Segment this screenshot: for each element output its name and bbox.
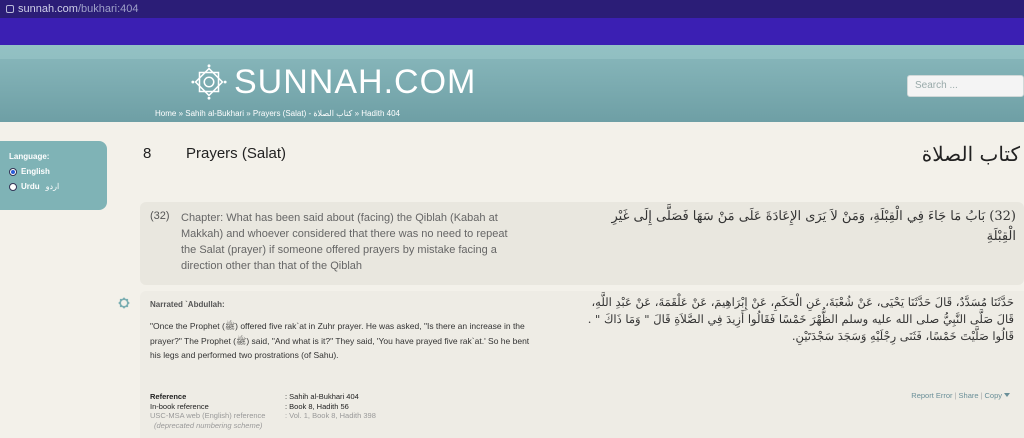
language-title: Language: — [9, 152, 50, 161]
breadcrumb-book[interactable]: Prayers (Salat) - كتاب الصلاة — [252, 109, 353, 118]
breadcrumb-separator: » — [246, 109, 251, 118]
reference-key: In-book reference — [150, 401, 209, 411]
reference-row — [150, 392, 376, 402]
book-title-arabic: كتاب الصلاة — [921, 142, 1020, 166]
language-option-urdu[interactable] — [9, 182, 107, 191]
book-number: 8 — [143, 145, 152, 162]
address-bar[interactable] — [0, 0, 1024, 18]
url-path: /bukhari:404 — [77, 3, 139, 15]
hadith-box — [140, 291, 1024, 438]
deprecated-note: (deprecated numbering scheme) — [154, 420, 263, 430]
breadcrumb-hadith: Hadith 404 — [361, 109, 400, 118]
search-input[interactable]: Search ... — [907, 75, 1024, 97]
copy-link[interactable]: Copy — [984, 391, 1002, 400]
header-strip — [0, 45, 1024, 59]
hadith-narrator: Narrated `Abdullah: — [150, 300, 225, 309]
hadith-text-arabic: حَدَّثَنَا مُسَدَّدٌ، قَالَ حَدَّثَنَا يَحْيَى، عَنْ شُعْبَةَ، عَنِ الْحَكَمِ، عَنْ إِبْرَاهِيمَ، عَنْ عَلْقَمَةَ، عَنْ عَبْدِ اللَّهِ، قَالَ صَلَّى النَّبِيُّ صلى الله عليه وسلم الظُّهْرَ خَمْسًا فَقَالُوا أَزِيدَ فِي الصَّلاَةِ قَالَ " وَمَا ذَاكَ " . قَالُوا صَلَّيْتَ خَمْسًا، فَثَنَى رِجْلَيْهِ وَسَجَدَ سَجْدَتَيْنِ. — [587, 295, 1014, 343]
site-header — [0, 45, 1024, 122]
reference-value: : Vol. 1, Book 8, Hadith 398 — [285, 411, 376, 420]
radio-urdu[interactable] — [9, 183, 17, 191]
reference-value: : Sahih al-Bukhari 404 — [285, 392, 359, 401]
reference-table — [150, 392, 376, 430]
reference-row — [150, 402, 376, 412]
language-label-urdu-native: اردو — [45, 182, 60, 191]
chapter-title-english: Chapter: What has been said about (facing) the Qiblah (Kabah at Makkah) and whoever considered that there was no need to repeat the Salat (prayer) if someone offered prayers by mistake facing a direction other than that of the Qiblah — [181, 212, 508, 272]
chevron-down-icon[interactable] — [1004, 393, 1010, 397]
reference-value: : Book 8, Hadith 56 — [285, 401, 349, 411]
report-error-link[interactable]: Report Error — [911, 391, 953, 400]
site-logo[interactable] — [190, 62, 476, 102]
logo-ornament-icon — [190, 63, 228, 101]
chapter-box — [140, 202, 1024, 285]
language-label-english: English — [21, 167, 50, 176]
breadcrumb — [155, 109, 400, 118]
logo-text: SUNNAH.COM — [234, 62, 477, 101]
language-label-urdu: Urdu — [21, 182, 40, 191]
radio-english[interactable] — [9, 168, 17, 176]
chapter-title-arabic: (32) بَابُ مَا جَاءَ فِي الْقِبْلَةِ، وَمَنْ لاَ يَرَى الإِعَادَةَ عَلَى مَنْ سَهَا فَصَلَّى إِلَى غَيْرِ الْقِبْلَةِ — [611, 209, 1016, 244]
browser-toolbar — [0, 18, 1024, 45]
breadcrumb-home[interactable]: Home — [155, 109, 177, 118]
book-title: Prayers (Salat) — [186, 145, 287, 162]
url-host: sunnah.com — [18, 3, 78, 15]
language-selector — [0, 141, 107, 210]
reference-key: USC-MSA web (English) reference — [150, 411, 266, 420]
reference-row — [150, 411, 376, 421]
hadith-actions: Report Error | Share | Copy — [911, 391, 1010, 400]
hadith-ornament-icon — [117, 296, 131, 310]
share-link[interactable]: Share — [958, 391, 979, 400]
breadcrumb-separator: » — [178, 109, 184, 118]
reference-key: Reference — [150, 392, 187, 401]
chapter-number: (32) — [150, 210, 170, 222]
breadcrumb-separator: » — [354, 109, 360, 118]
hadith-text-english: "Once the Prophet (ﷺ) offered five rak`at in Zuhr prayer. He was asked, "Is there an increase in the prayer?" The Prophet (ﷺ) said, "And what is it?" They said, 'You have prayed five rak`at.' So he bent his legs and performed two prostrations (of Sahu). — [150, 321, 530, 360]
breadcrumb-collection[interactable]: Sahih al-Bukhari — [185, 109, 244, 118]
lock-icon — [6, 5, 14, 13]
language-option-english[interactable] — [9, 167, 107, 176]
